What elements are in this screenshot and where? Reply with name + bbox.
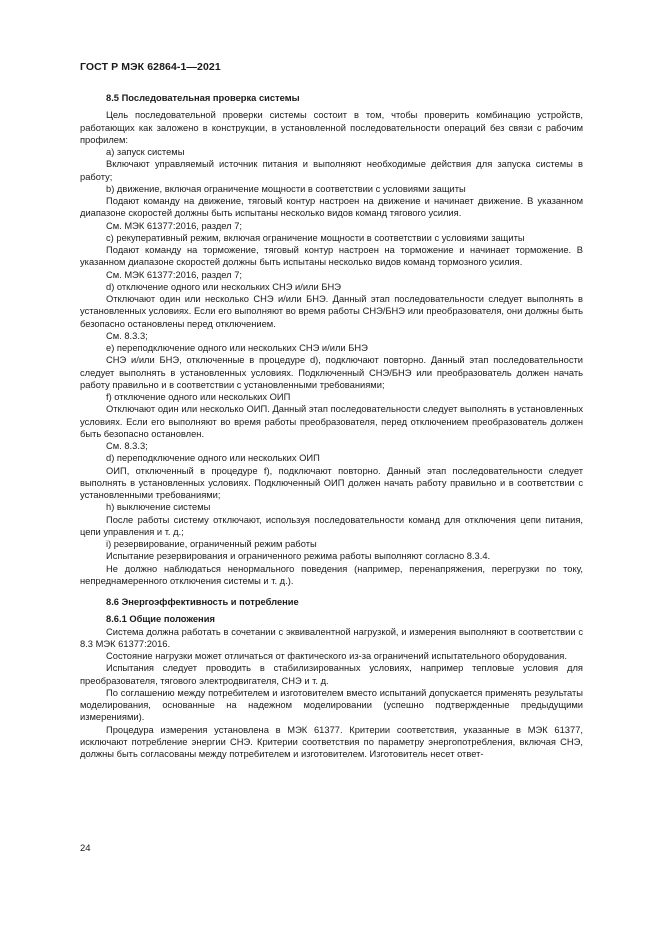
list-item: e) переподключение одного или нескольких СНЭ и/или БНЭ bbox=[106, 343, 368, 353]
paragraph: Подают команду на торможение, тяговый контур настроен на торможение и начинает торможение. В указанном диапазоне скоростей должны быть испытаны несколько видов команд тормозного усилия. bbox=[80, 245, 583, 268]
paragraph: После работы систему отключают, используя последовательности команд для отключения цепи питания, цепи управления и т. д.; bbox=[80, 514, 583, 537]
list-item: d) переподключение одного или нескольких ОИП bbox=[106, 453, 320, 464]
list-item: i) резервирование, ограниченный режим работы bbox=[106, 539, 317, 549]
page-number: 24 bbox=[80, 843, 91, 854]
paragraph: Не должно наблюдаться ненормального поведения (например, перенапряжения, перегрузки по току, непреднамеренного отключения системы и т. д.). bbox=[80, 563, 583, 586]
list-item: a) запуск системы bbox=[106, 147, 185, 157]
document-body bbox=[80, 92, 583, 760]
section-8-6-1-title: 8.6.1 Общие положения bbox=[106, 614, 215, 625]
paragraph: Процедура измерения установлена в МЭК 61377. Критерии соответствия, указанные в МЭК 61377, исключают потребление энергии СНЭ. Критерии соответствия по параметру энергопотребления, включая СНЭ, должны быть согласованы между потребителем и изготовителем. Изготовитель несет ответ- bbox=[80, 724, 583, 759]
section-8-6-title: 8.6 Энергоэффективность и потребление bbox=[106, 597, 299, 607]
paragraph: Состояние нагрузки может отличаться от фактического из-за ограничений испытательного оборудования. bbox=[106, 651, 567, 661]
paragraph: Подают команду на движение, тяговый контур настроен на движение и начинает движение. В указанном диапазоне скоростей должны быть испытаны несколько видов команд тягового усилия. bbox=[80, 196, 583, 219]
paragraph: ОИП, отключенный в процедуре f), подключают повторно. Данный этап последовательности следует выполнять в установленных условиях. Подключенный ОИП должен начать работу правильно и в соответствии с установленными требованиями; bbox=[80, 465, 583, 500]
paragraph: СНЭ и/или БНЭ, отключенные в процедуре d), подключают повторно. Данный этап последовательности следует выполнять в установленных условиях. Подключенный СНЭ/БНЭ или преобразователь должен начать работу правильно и в соответствии с установленными требованиями; bbox=[80, 355, 583, 390]
reference: См. МЭК 61377:2016, раздел 7; bbox=[106, 269, 243, 280]
paragraph: По соглашению между потребителем и изготовителем вместо испытаний допускается применять результаты моделирования, основанные на надежном моделировании (успешно подтвержденные предыдущими измерениями). bbox=[80, 687, 583, 723]
list-item: d) отключение одного или нескольких СНЭ и/или БНЭ bbox=[106, 281, 341, 292]
list-item: h) выключение системы bbox=[106, 502, 211, 513]
list-item: c) рекуперативный режим, включая ограничение мощности в соответствии с условиями защиты bbox=[106, 232, 525, 243]
paragraph: Включают управляемый источник питания и выполняют необходимые действия для запуска системы в работу; bbox=[80, 159, 583, 182]
paragraph: Система должна работать в сочетании с эквивалентной нагрузкой, и измерения выполняют в соответствии с 8.3 МЭК 61377:2016. bbox=[80, 626, 583, 649]
document-header: ГОСТ Р МЭК 62864-1—2021 bbox=[80, 61, 221, 73]
paragraph: Цель последовательной проверки системы состоит в том, чтобы проверить комбинацию устройств, работающих как заложено в конструкции, в установленной последовательности операций без связи с рабочим профилем: bbox=[80, 110, 583, 145]
paragraph: Отключают один или несколько ОИП. Данный этап последовательности следует выполнять в установленных условиях. Если его выполняют во время работы преобразователя, перед отключением преобразователь должен быть безопасно остановлен. bbox=[80, 404, 583, 439]
reference: См. МЭК 61377:2016, раздел 7; bbox=[106, 220, 243, 231]
paragraph: Испытание резервирования и ограниченного режима работы выполняют согласно 8.3.4. bbox=[106, 551, 491, 562]
list-item: b) движение, включая ограничение мощности в соответствии с условиями защиты bbox=[106, 183, 466, 194]
reference: См. 8.3.3; bbox=[106, 441, 148, 451]
paragraph: Испытания следует проводить в стабилизированных условиях, например тепловые условия для преобразователя, тягового электродвигателя, СНЭ и т. д. bbox=[80, 663, 583, 686]
list-item: f) отключение одного или нескольких ОИП bbox=[106, 392, 291, 402]
reference: См. 8.3.3; bbox=[106, 330, 148, 341]
paragraph: Отключают один или несколько СНЭ и/или БНЭ. Данный этап последовательности следует выполнять в установленных условиях. Если его выполняют во время работы СНЭ/БНЭ или преобразователя, они должны быть безопасно остановлены перед отключением. bbox=[80, 294, 583, 329]
section-8-5-title: 8.5 Последовательная проверка системы bbox=[106, 93, 300, 103]
